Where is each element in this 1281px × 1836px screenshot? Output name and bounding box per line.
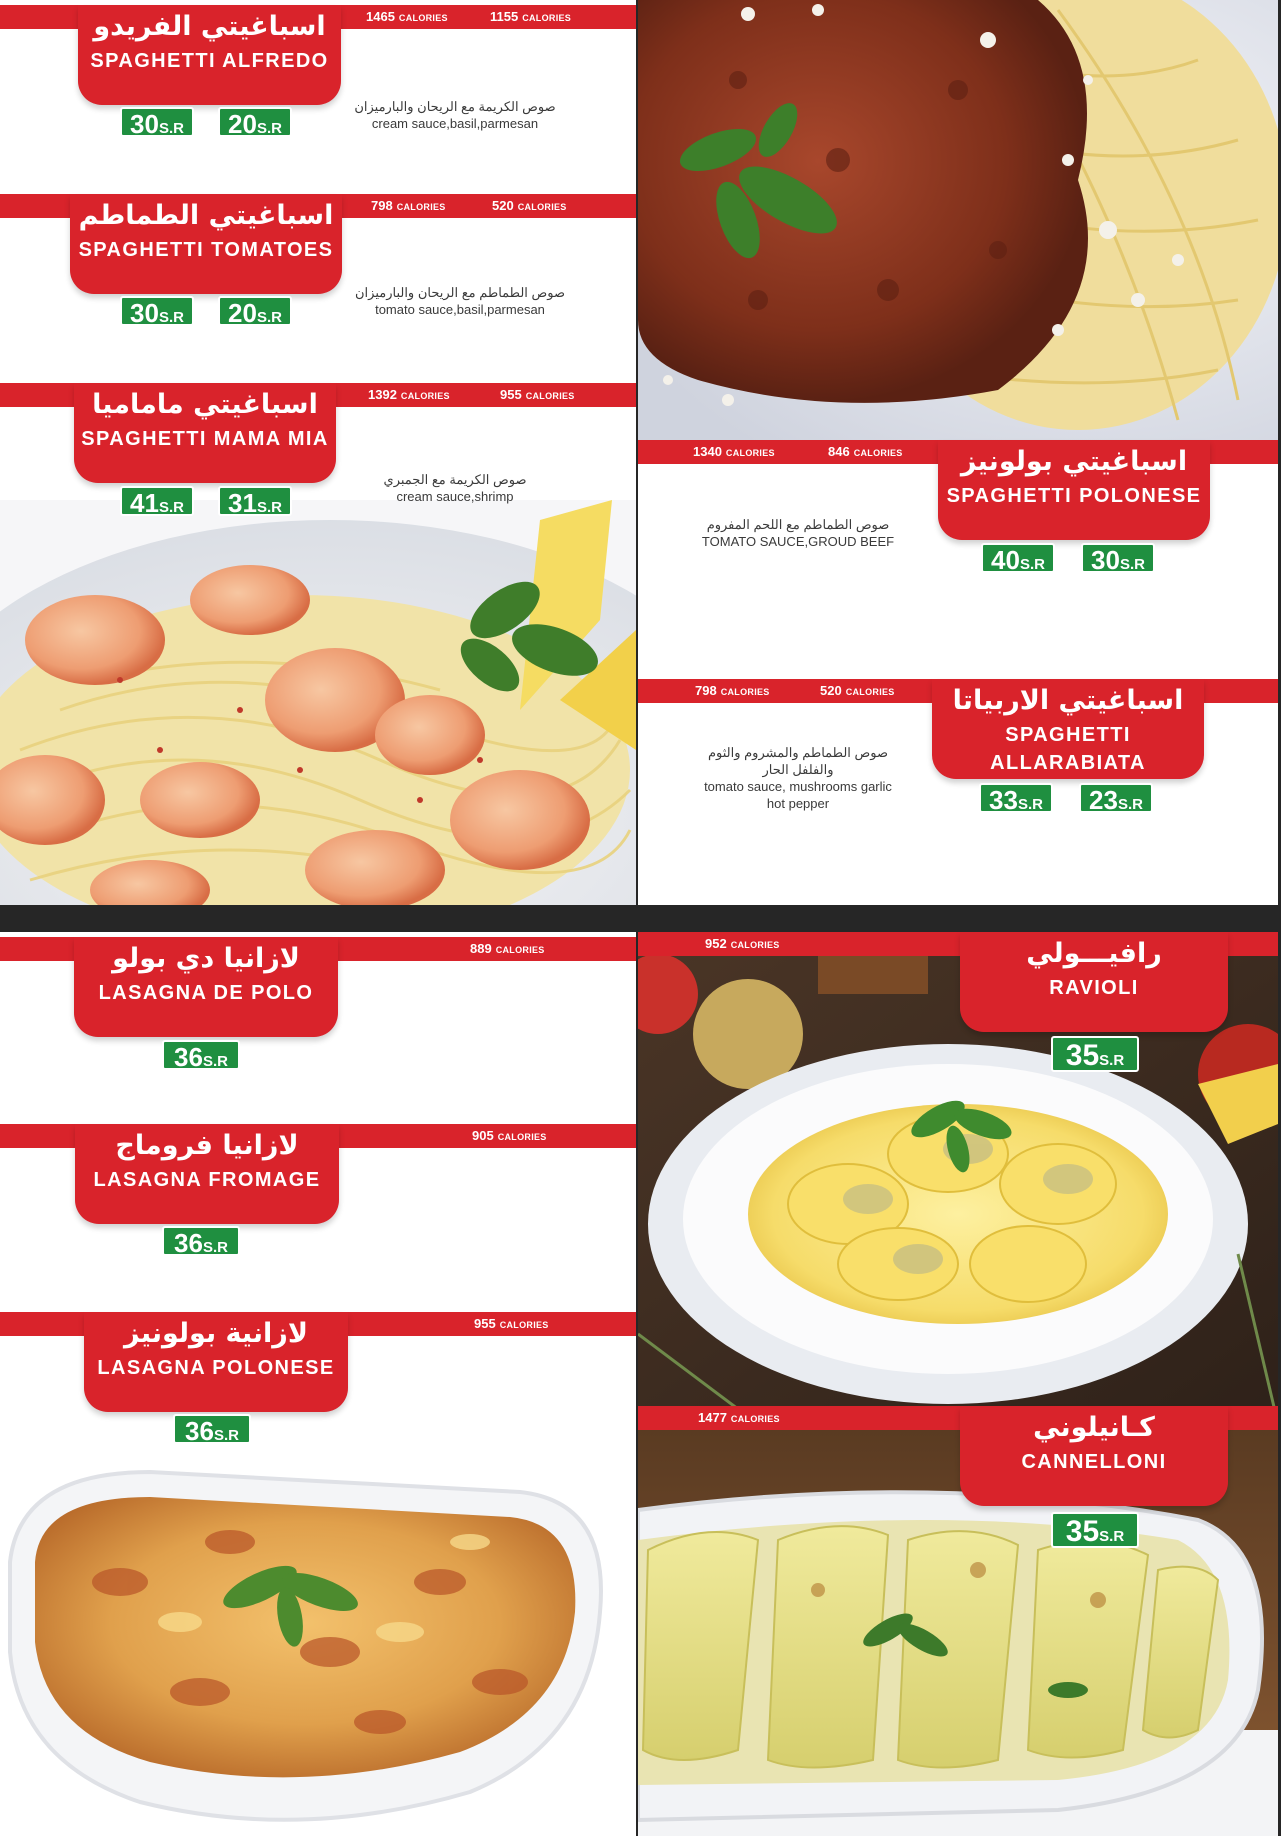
description-english: hot pepper — [766, 796, 830, 811]
calories-large: 1392 CALORIES — [368, 387, 450, 402]
price-large: 30S.R — [120, 107, 194, 137]
price: 36S.R — [162, 1226, 240, 1256]
calories: 905 CALORIES — [472, 1128, 547, 1143]
dish-name-arabic: لازانية بولونيز — [124, 1318, 308, 1349]
calories-large: 798 CALORIES — [695, 683, 770, 698]
calories-large: 798 CALORIES — [371, 198, 446, 213]
price-small: 20S.R — [218, 296, 292, 326]
bolognese-dish-image — [638, 0, 1278, 440]
dish-name-arabic: اسباغيتي الفريدو — [93, 11, 326, 42]
description-english: tomato sauce, mushrooms garlic — [704, 779, 892, 794]
dish-name-arabic: اسباغيتي بولونيز — [960, 446, 1188, 477]
price: 36S.R — [162, 1040, 240, 1070]
description-arabic: صوص الطماطم والمشروم والثوم — [707, 745, 889, 760]
price-small: 31S.R — [218, 486, 292, 516]
dish-name-english: SPAGHETTI ALLARABIATA — [990, 724, 1146, 774]
dish-name-english: LASAGNA FROMAGE — [93, 1169, 321, 1191]
price-large: 40S.R — [981, 543, 1055, 573]
description-english: cream sauce,shrimp — [396, 489, 514, 504]
dish-title-ravioli — [960, 932, 1228, 1032]
calories-small: 955 CALORIES — [500, 387, 575, 402]
calories: 889 CALORIES — [470, 941, 545, 956]
price-large: 41S.R — [120, 486, 194, 516]
dish-title-spaghetti-allarabiata — [932, 679, 1204, 779]
shrimp-spaghetti-image — [0, 500, 636, 905]
dish-name-english: RAVIOLI — [1049, 977, 1139, 999]
panel-spaghetti-left — [0, 0, 636, 905]
dish-name-english: CANNELLONI — [1021, 1451, 1167, 1473]
calories-large: 1340 CALORIES — [693, 444, 775, 459]
dish-title-lasagna-fromage — [75, 1124, 339, 1224]
dish-name-arabic: رافيـــولي — [1026, 938, 1162, 969]
dish-title-spaghetti-alfredo — [78, 5, 341, 105]
dish-name-arabic: اسباغيتي الطماطم — [78, 200, 334, 231]
calories-small: 1155 CALORIES — [490, 9, 572, 24]
dish-description — [330, 284, 590, 318]
price-small: 23S.R — [1079, 783, 1153, 813]
dish-title-spaghetti-tomatoes — [70, 194, 342, 294]
panel-spaghetti-right — [638, 0, 1278, 905]
dish-name-arabic: اسباغيتي ماماميا — [92, 389, 318, 420]
dish-name-arabic: اسباغيتي الاربياتا — [952, 685, 1184, 716]
calories: 952 CALORIES — [705, 936, 780, 951]
panel-lasagna — [0, 932, 636, 1836]
dish-name-english: LASAGNA DE POLO — [98, 982, 314, 1004]
dish-description — [683, 744, 913, 812]
calories-small: 520 CALORIES — [820, 683, 895, 698]
panel-ravioli-cannelloni — [638, 932, 1278, 1836]
calories-small: 520 CALORIES — [492, 198, 567, 213]
dish-title-spaghetti-mama-mia — [74, 383, 336, 483]
calories: 1477 CALORIES — [698, 1410, 780, 1425]
description-arabic: صوص الطماطم مع اللحم المفروم — [706, 517, 890, 532]
dish-description — [345, 471, 565, 505]
calories-large: 1465 CALORIES — [366, 9, 448, 24]
description-english: tomato sauce,basil,parmesan — [375, 302, 545, 317]
description-arabic: صوص الكريمة مع الريحان والبارميزان — [354, 99, 556, 114]
lasagna-dish-image — [0, 1452, 636, 1836]
dish-name-english: SPAGHETTI ALFREDO — [90, 50, 329, 72]
price-large: 33S.R — [979, 783, 1053, 813]
dish-description — [330, 98, 580, 132]
dish-name-english: LASAGNA POLONESE — [97, 1357, 335, 1379]
dish-title-cannelloni — [960, 1406, 1228, 1506]
description-english: TOMATO SAUCE,GROUD BEEF — [701, 534, 895, 549]
price-small: 30S.R — [1081, 543, 1155, 573]
price: 35S.R — [1051, 1036, 1139, 1072]
description-arabic: صوص الكريمة مع الجمبري — [383, 472, 527, 487]
dish-name-english: SPAGHETTI TOMATOES — [78, 239, 334, 261]
dish-name-arabic: كـانيلوني — [1033, 1412, 1155, 1443]
dish-name-arabic: لازانيا فروماج — [115, 1130, 299, 1161]
price-small: 20S.R — [218, 107, 292, 137]
price-large: 30S.R — [120, 296, 194, 326]
description-english: cream sauce,basil,parmesan — [371, 116, 539, 131]
calories-small: 846 CALORIES — [828, 444, 903, 459]
calories: 955 CALORIES — [474, 1316, 549, 1331]
dish-name-english: SPAGHETTI POLONESE — [946, 485, 1202, 507]
description-arabic: والفلفل الحار — [762, 762, 834, 777]
price: 36S.R — [173, 1414, 251, 1444]
dish-title-spaghetti-polonese — [938, 440, 1210, 540]
dish-title-lasagna-de-polo — [74, 937, 338, 1037]
dish-title-lasagna-polonese — [84, 1312, 348, 1412]
dish-name-arabic: لازانيا دي بولو — [112, 943, 300, 974]
dish-name-english: SPAGHETTI MAMA MIA — [81, 428, 329, 450]
dish-description — [683, 516, 913, 550]
description-arabic: صوص الطماطم مع الريحان والبارميزان — [354, 285, 565, 300]
price: 35S.R — [1051, 1512, 1139, 1548]
